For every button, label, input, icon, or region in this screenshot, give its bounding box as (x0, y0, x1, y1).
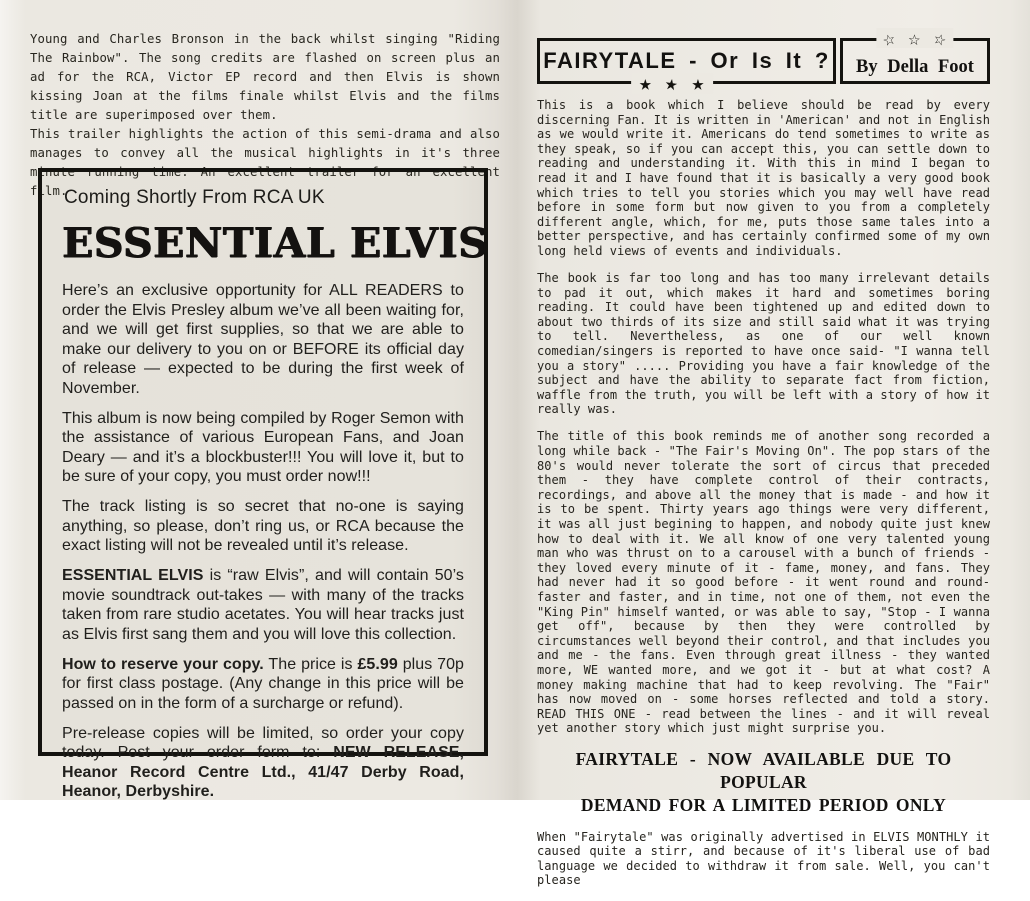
text-segment: This album is now being compiled by Roger Semon with the assistance of various European Fans, and Joan Deary — and it’s a blockbuster!!! You will love it, but to be sure of your copy, you must order now!!! (62, 409, 464, 486)
star-icon: ★ (691, 71, 705, 95)
ad-paragraph-1 (62, 281, 464, 398)
text-segment: plus 70p for first class postage. (Any change in this price will be passed on in the form of a surcharge or refund). (62, 655, 465, 712)
article-title: FAIRYTALE - Or Is It ? (543, 48, 830, 73)
ad-headline: ESSENTIAL ELVIS (62, 219, 489, 267)
intro-paragraph-2: This trailer highlights the action of this semi-drama and also manages to convey all the musical highlights in it's three minute running time. An excellent trailer for an excellent film. (30, 127, 500, 198)
bold-text-segment: NEW RELEASE, Heanor Record Centre Ltd., 41/47 Derby Road, Heanor, Derbyshire. (62, 744, 465, 801)
outline-stars-icon (876, 24, 953, 52)
text-segment: The track listing is so secret that no-one is saying anything, so please, don’t ring us, or RCA because the exact listing will not be revealed until it’s release. (62, 498, 464, 555)
byline: By Della Foot (856, 57, 974, 77)
bold-text-segment: How to reserve your copy. (62, 655, 264, 673)
byline-box (840, 24, 990, 84)
text-segment: Pre-release copies will be limited, so order your copy today. Post your order form to: (62, 724, 464, 762)
review-paragraph-3: The title of this book reminds me of another song recorded a long while back - "The Fair's Moving On". The pop stars of the 80's would never tolerate the sort of circus that preceded them - they have complete control of their contracts, recordings, and above all the money that is made - and how it is to be spent. Thirty years ago things were very different, it was all just begining to happen, and nobody quite just knew how to deal with it. We all know of one very talented young man who was thrust on to a carousel with a bunch of friends - they loved every minute of it - fame, money, and fans. They had never had it so good before - it went round and round- faster and faster, and in time, not one of them, not even the "King Pin" himself wanted, or was able to say, "Stop - I wanna get off", because by then they were controlled by circumstances well beyond their control, and that includes you and me - the fans. Even through great illness - they wanted more, WE wanted more, and we got it - but at what cost? A money making machine that had to keep revolving. The "Fair" has now moved on - some horses reflected and told a story. READ THIS ONE - read between the lines - and it will reveal yet another story which just might surprise you. (537, 429, 990, 736)
availability-heading-line-2: DEMAND FOR A LIMITED PERIOD ONLY (580, 794, 947, 815)
availability-heading (537, 748, 990, 816)
article-header (537, 24, 990, 96)
bold-text-segment: ESSENTIAL ELVIS (62, 567, 204, 585)
bold-text-segment: £5.99 (357, 655, 398, 673)
filled-stars-icon (631, 70, 713, 96)
star-outline-icon: ☆ (879, 24, 899, 52)
intro-paragraph-1: Young and Charles Bronson in the back whilst singing "Riding The Rainbow". The song credits are flashed on screen plus an ad for the RCA, Victor EP record and then Elvis is shown kissing Joan at the films finale whilst Elvis and the films title are superimposed over them. (30, 32, 500, 122)
essential-elvis-ad-box (38, 168, 489, 801)
left-page (30, 30, 500, 801)
closing-paragraph: When "Fairytale" was originally advertised in ELVIS MONTHLY it caused quite a stirr, and because of it's liberal use of bad language we decided to withdraw it from sale. Well, you can't please (537, 829, 990, 888)
text-segment: is “raw Elvis”, and will contain 50’s movie soundtrack out-takes — with many of the tracks taken from rare studio acetates. You will hear tracks just as Elvis first sang them and you will love this collection. (62, 567, 464, 643)
ad-paragraph-2 (62, 409, 464, 487)
text-segment: The price is (263, 655, 358, 673)
star-outline-icon: ☆ (931, 24, 952, 52)
review-paragraph-2: The book is far too long and has too many irrelevant details to pad it out, which makes it hard and sometimes boring reading. It could have been tightened up and edited down to about two thirds of its size and still said what it was trying to tell. Nevertheless, as one of our well known comedian/singers is reported to have once said- "I wanna tell you a story" ..... Providing you have a fair knowledge of the subject and have the ability to separate fact from fiction, waffle from the truth, you will be left with a story of how it really was. (537, 271, 990, 417)
closing-text-block (537, 830, 990, 888)
review-paragraph-1: This is a book which I believe should be read by every discerning Fan. It is written in 'American' and not in English as we would write it. Americans do tend sometimes to write as they speak, so if you can accept this, you can settle down to reading and understanding it. With this in mind I began to read it and I have found that it is basically a very good book which tries to tell you stories which you may well have read before in some form but now given to you from a completely different angle, which, for me, puts those same tales into a better perspective, and has certainly confirmed some of my own long held views of events and individuals. (537, 98, 990, 258)
ad-paragraph-4 (62, 566, 464, 644)
ad-kicker: Coming Shortly From RCA UK (64, 187, 325, 208)
star-icon: ★ (663, 70, 681, 96)
article-title-box (537, 38, 836, 96)
review-text-block (537, 98, 990, 736)
ad-paragraph-3 (62, 497, 464, 556)
star-icon: ★ (638, 71, 653, 95)
right-page (537, 24, 990, 901)
ad-paragraph-6 (62, 724, 464, 802)
ad-paragraph-5 (62, 655, 464, 714)
star-outline-icon: ☆ (907, 25, 923, 51)
availability-heading-line-1: FAIRYTALE - NOW AVAILABLE DUE TO POPULAR (575, 749, 952, 793)
text-segment: Here’s an exclusive opportunity for ALL READERS to order the Elvis Presley album we’ve all been waiting for, and we will get first supplies, so that we are able to make our delivery to you on or BEFORE its official day of release — expected to be during the first week of November. (62, 282, 464, 397)
